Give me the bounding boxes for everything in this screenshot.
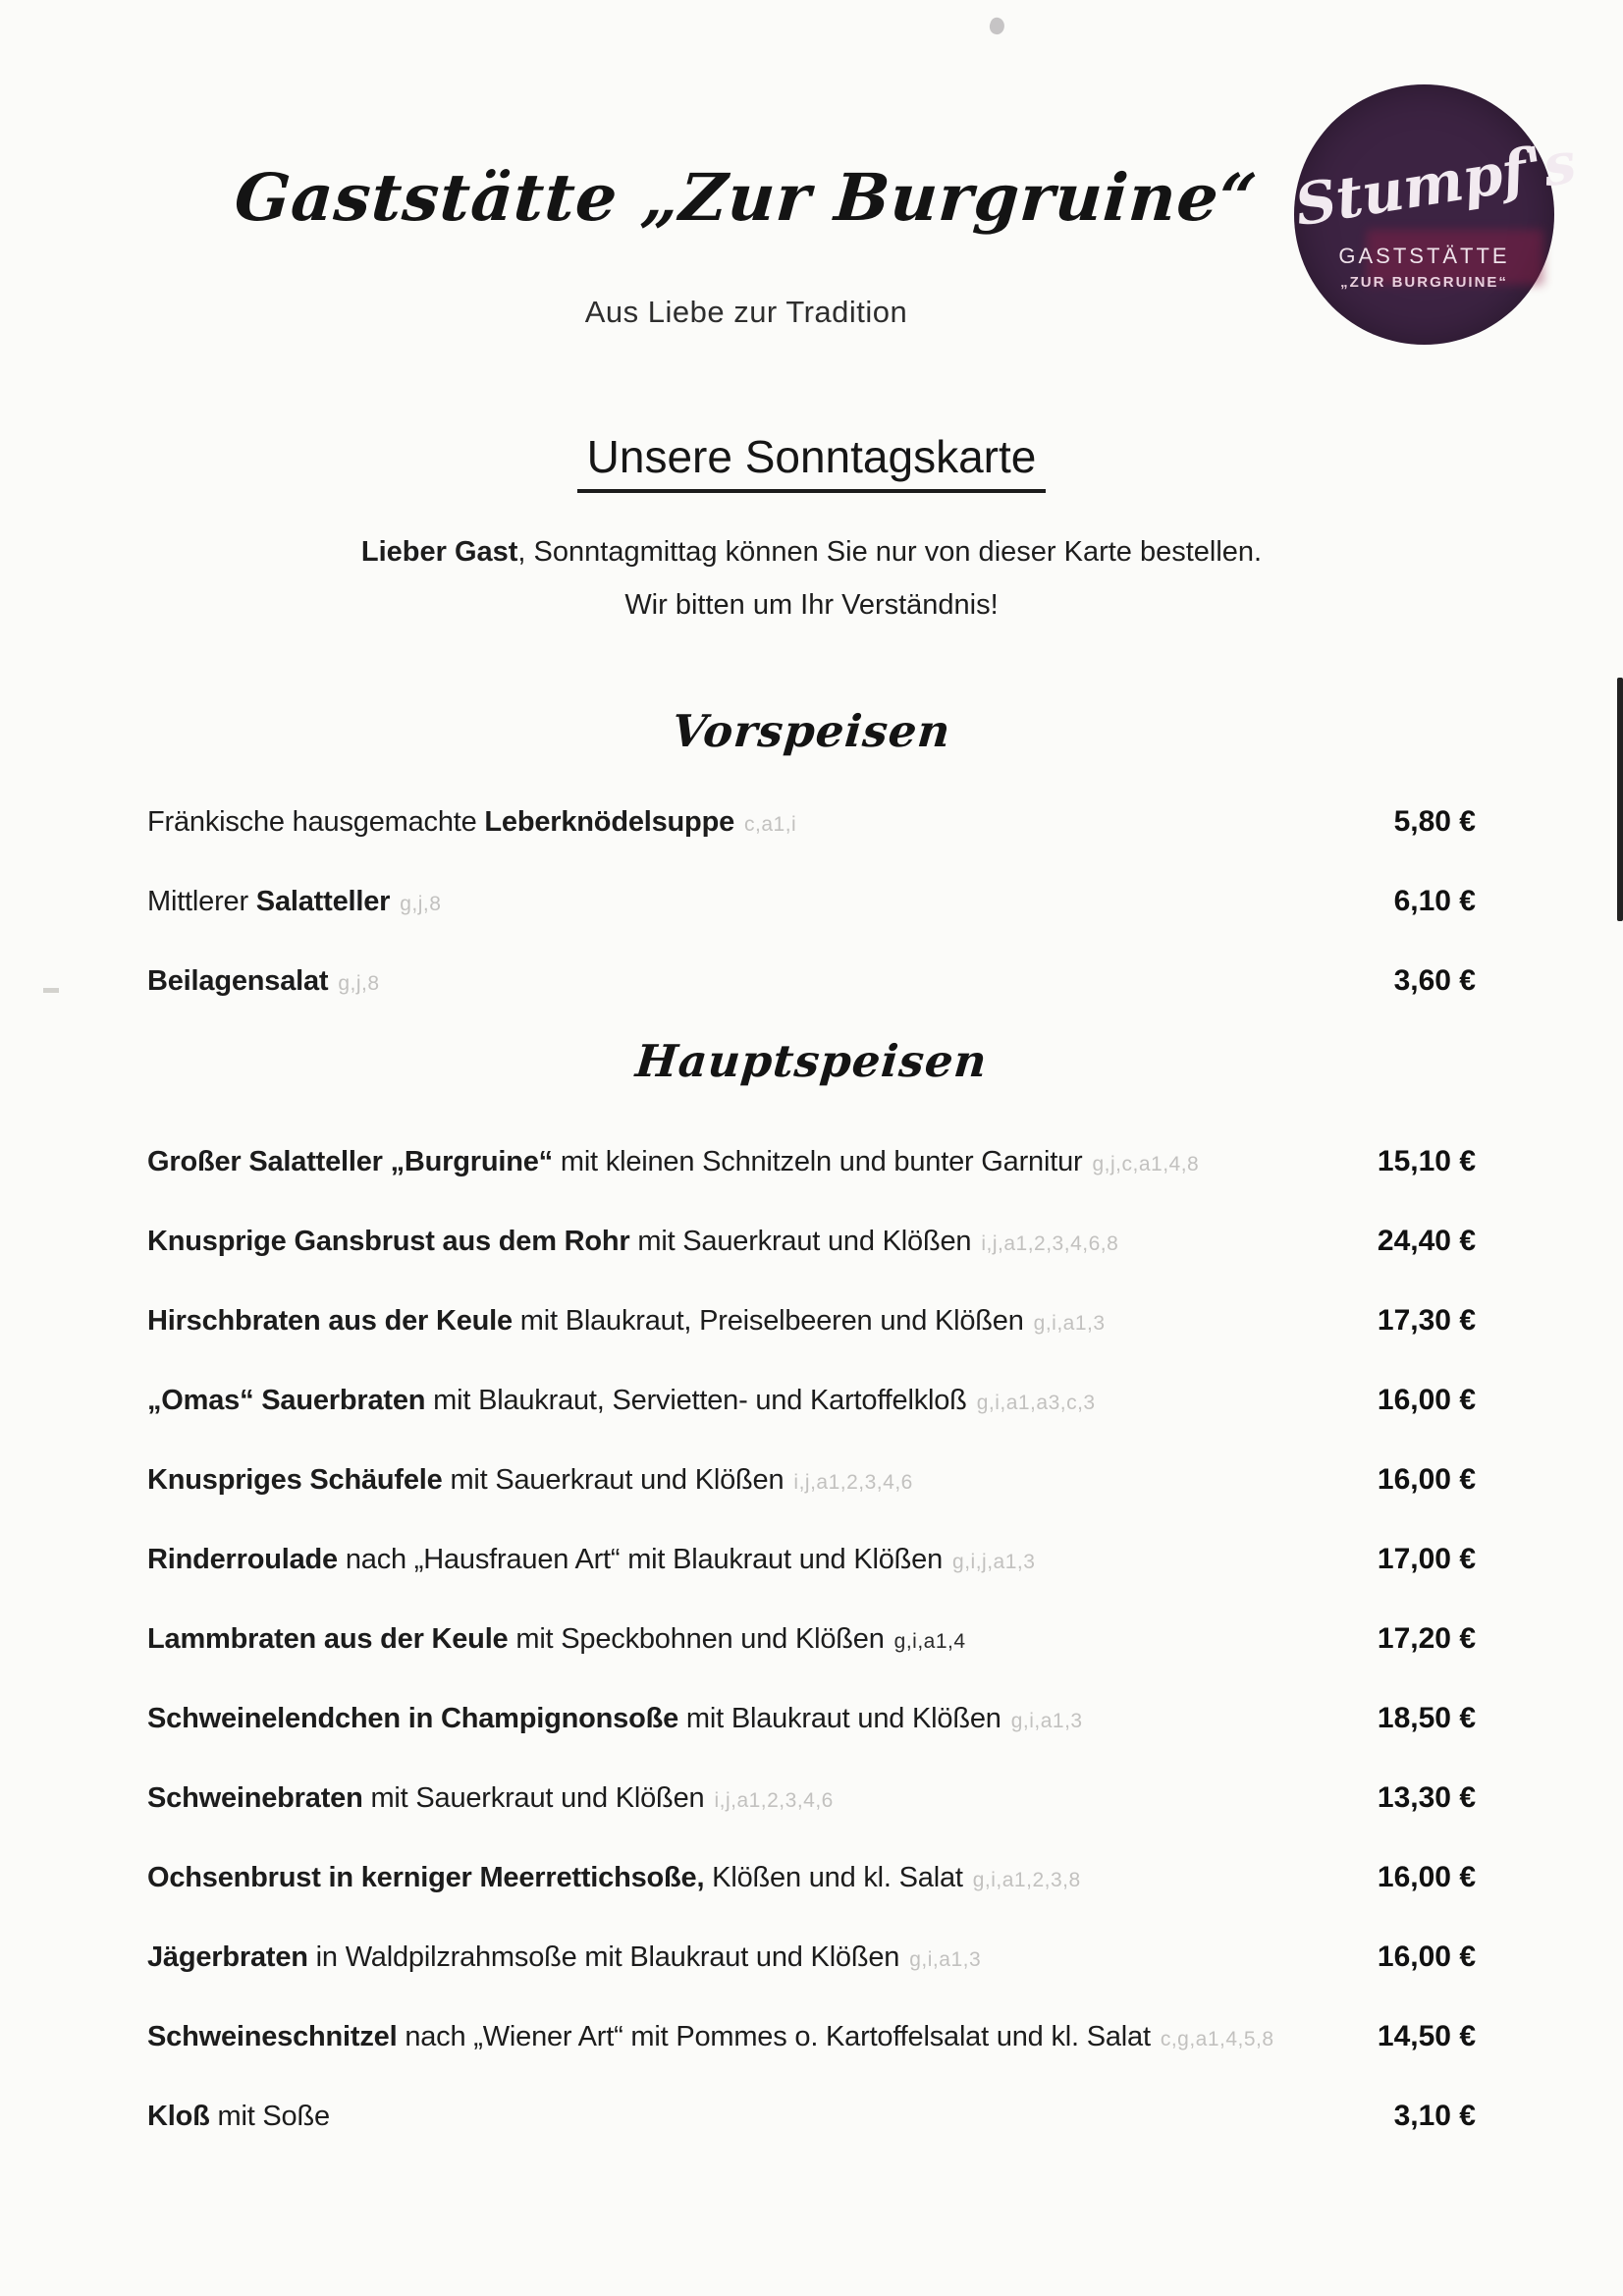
menu-item-price: 16,00 €	[1377, 1861, 1476, 1893]
menu-item-price: 3,10 €	[1393, 2100, 1476, 2132]
menu-item-price: 6,10 €	[1393, 885, 1476, 917]
menu-item-name: Knusprige Gansbrust aus dem Rohr mit Sauerkraut und Klößen i,j,a1,2,3,4,6,8	[147, 1226, 1119, 1257]
restaurant-tagline: Aus Liebe zur Tradition	[584, 295, 908, 329]
menu-item-name: Kloß mit Soße	[147, 2101, 330, 2132]
section-heading-vorspeisen: Vorspeisen	[670, 705, 953, 757]
allergen-codes: c,g,a1,4,5,8	[1160, 2028, 1274, 2050]
menu-item-price: 17,20 €	[1377, 1622, 1476, 1655]
menu-title: Unsere Sonntagskarte	[577, 430, 1047, 493]
menu-item-price: 15,10 €	[1377, 1145, 1476, 1177]
logo-gaststaette-label: GASTSTÄTTE	[1338, 243, 1510, 268]
menu-item-price: 3,60 €	[1393, 964, 1476, 997]
menu-notice-line1	[0, 536, 1623, 569]
menu-item-name: Rinderroulade nach „Hausfrauen Art“ mit Blaukraut und Klößen g,i,j,a1,3	[147, 1544, 1036, 1575]
menu-item-name: Schweinebraten mit Sauerkraut und Klößen i,j,a1,2,3,4,6	[147, 1782, 834, 1814]
allergen-codes: i,j,a1,2,3,4,6	[793, 1471, 913, 1494]
menu-item-price: 13,30 €	[1377, 1781, 1476, 1814]
menu-notice-line2: Wir bitten um Ihr Verständnis!	[624, 589, 999, 621]
menu-item-row	[147, 1781, 1476, 1817]
menu-item-row	[147, 1463, 1476, 1499]
menu-item-row	[147, 1861, 1476, 1896]
allergen-codes: g,j,8	[338, 972, 380, 995]
menu-item-price: 16,00 €	[1377, 1384, 1476, 1416]
menu-item-row	[147, 1941, 1476, 1976]
allergen-codes: g,i,a1,2,3,8	[972, 1869, 1081, 1891]
menu-item-name: „Omas“ Sauerbraten mit Blaukraut, Servietten- und Kartoffelkloß g,i,a1,a3,c,3	[147, 1385, 1096, 1416]
menu-item-price: 17,00 €	[1377, 1543, 1476, 1575]
allergen-codes: g,i,a1,a3,c,3	[976, 1392, 1096, 1414]
menu-item-price: 17,30 €	[1377, 1304, 1476, 1337]
allergen-codes: i,j,a1,2,3,4,6	[714, 1789, 834, 1812]
menu-item-price: 16,00 €	[1377, 1463, 1476, 1496]
menu-item-row	[147, 805, 1476, 841]
allergen-codes: g,j,8	[400, 893, 442, 915]
scan-speck	[988, 16, 1007, 36]
menu-item-row	[147, 1304, 1476, 1339]
allergen-codes: g,i,a1,3	[1033, 1312, 1106, 1335]
menu-item-price: 24,40 €	[1377, 1225, 1476, 1257]
allergen-codes: g,i,j,a1,3	[952, 1551, 1036, 1573]
menu-item-name: Schweineschnitzel nach „Wiener Art“ mit Pommes o. Kartoffelsalat und kl. Salat c,g,a1,4,5,8	[147, 2021, 1274, 2052]
menu-item-name: Mittlerer Salatteller g,j,8	[147, 886, 442, 917]
hauptspeisen-items	[147, 1145, 1476, 2179]
menu-item-name: Beilagensalat g,j,8	[147, 965, 380, 997]
menu-item-name: Ochsenbrust in kerniger Meerrettichsoße, Klößen und kl. Salat g,i,a1,2,3,8	[147, 1862, 1081, 1893]
menu-item-row	[147, 2020, 1476, 2055]
allergen-codes: c,a1,i	[744, 813, 797, 836]
menu-item-name: Fränkische hausgemachte Leberknödelsuppe c,a1,i	[147, 806, 797, 838]
allergen-codes: g,j,c,a1,4,8	[1092, 1153, 1200, 1175]
menu-item-row	[147, 2100, 1476, 2135]
section-heading-hauptspeisen: Hauptspeisen	[633, 1035, 990, 1087]
menu-item-name: Lammbraten aus der Keule mit Speckbohnen und Klößen g,i,a1,4	[147, 1623, 966, 1655]
menu-item-row	[147, 885, 1476, 920]
restaurant-logo	[1290, 84, 1581, 345]
menu-notice-rest: , Sonntagmittag können Sie nur von dieser Karte bestellen.	[517, 536, 1263, 568]
menu-item-name: Großer Salatteller „Burgruine“ mit kleinen Schnitzeln und bunter Garnitur g,j,c,a1,4,8	[147, 1146, 1200, 1177]
menu-item-name: Schweinelendchen in Champignonsoße mit Blaukraut und Klößen g,i,a1,3	[147, 1703, 1083, 1734]
menu-item-name: Hirschbraten aus der Keule mit Blaukraut, Preiselbeeren und Klößen g,i,a1,3	[147, 1305, 1106, 1337]
allergen-codes: g,i,a1,4	[893, 1630, 966, 1653]
menu-title-wrap	[0, 430, 1623, 493]
allergen-codes: i,j,a1,2,3,4,6,8	[981, 1232, 1119, 1255]
menu-notice-bold: Lieber Gast	[360, 536, 518, 568]
menu-item-price: 5,80 €	[1393, 805, 1476, 838]
menu-item-name: Knuspriges Schäufele mit Sauerkraut und Klößen i,j,a1,2,3,4,6	[147, 1464, 913, 1496]
menu-item-row	[147, 1225, 1476, 1260]
allergen-codes: g,i,a1,3	[1010, 1710, 1083, 1732]
menu-item-price: 18,50 €	[1377, 1702, 1476, 1734]
allergen-codes: g,i,a1,3	[909, 1948, 982, 1971]
vorspeisen-items	[147, 805, 1476, 1044]
menu-item-row	[147, 1622, 1476, 1658]
menu-item-row	[147, 964, 1476, 1000]
scan-left-mark	[43, 988, 59, 993]
menu-item-name: Jägerbraten in Waldpilzrahmsoße mit Blaukraut und Klößen g,i,a1,3	[147, 1941, 982, 1973]
menu-item-row	[147, 1384, 1476, 1419]
menu-item-row	[147, 1702, 1476, 1737]
menu-item-row	[147, 1145, 1476, 1180]
logo-script-name: Stumpf's	[1290, 128, 1581, 240]
menu-item-price: 16,00 €	[1377, 1941, 1476, 1973]
menu-item-row	[147, 1543, 1476, 1578]
restaurant-title: Gaststätte „Zur Burgruine“	[232, 159, 1261, 236]
menu-item-price: 14,50 €	[1377, 2020, 1476, 2052]
logo-burgruine-label: „ZUR BURGRUINE“	[1340, 274, 1508, 292]
